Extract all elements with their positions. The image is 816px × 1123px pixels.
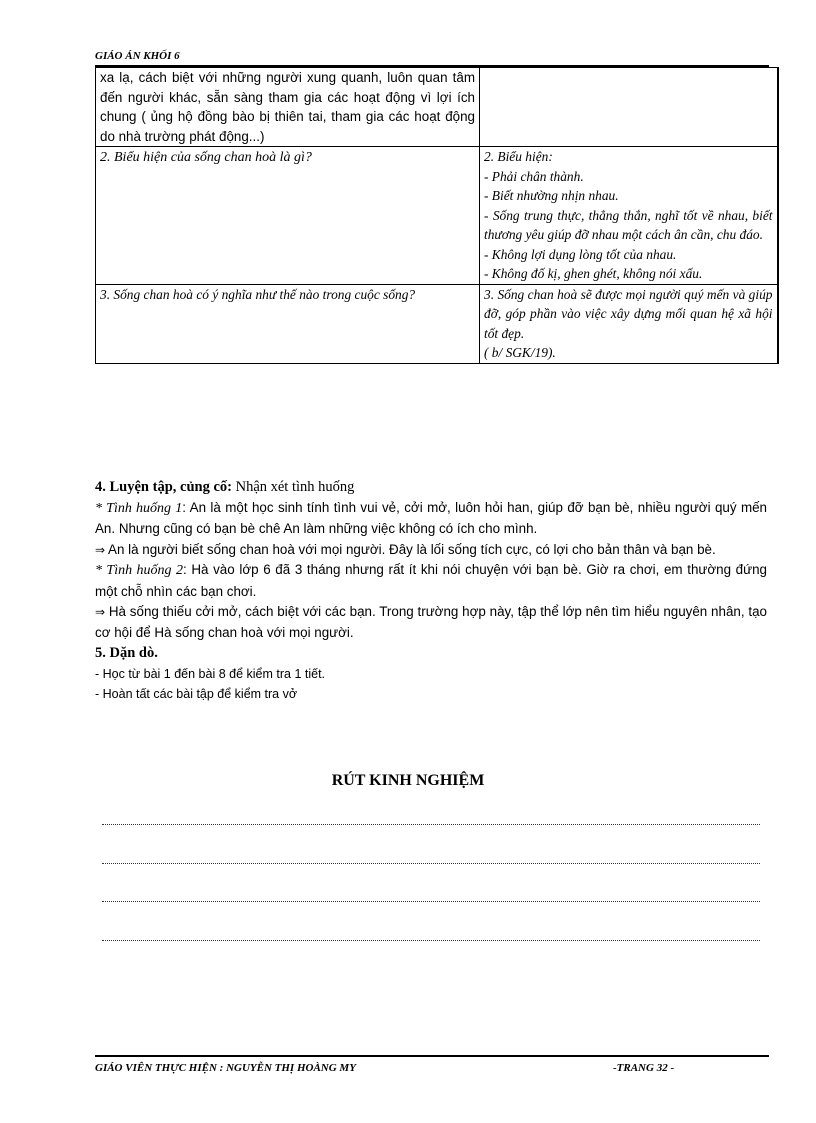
review-dotted-line bbox=[102, 824, 760, 825]
implies-arrow-icon: ⇒ bbox=[95, 605, 106, 619]
review-dotted-line bbox=[102, 863, 760, 864]
answer-2-item: - Phải chân thành. bbox=[484, 168, 584, 184]
case-1-text: : An là một học sinh tính tình vui vẻ, cởi mở, luôn hỏi han, giúp đỡ bạn bè, nhiều người quý mến An. Nhưng cũng có bạn bè chê An làm những việc không có ích cho mình. bbox=[95, 499, 767, 536]
homework-item: - Học từ bài 1 đến bài 8 để kiểm tra 1 tiết. bbox=[95, 666, 326, 681]
review-title: RÚT KINH NGHIỆM bbox=[331, 772, 485, 789]
answer-2-item: - Không đố kị, ghen ghét, không nói xấu. bbox=[484, 266, 703, 281]
answer-2-item: - Biết nhường nhịn nhau. bbox=[484, 188, 619, 203]
question-3: 3. Sống chan hoà có ý nghĩa như thế nào trong cuộc sống? bbox=[96, 284, 480, 363]
answer-2-item: - Không lợi dụng lòng tốt của nhau. bbox=[484, 246, 677, 262]
case-1-answer bbox=[95, 540, 767, 561]
case-2-answer-text: Hà sống thiếu cởi mở, cách biệt với các bạn. Trong trường hợp này, tập thể lớp nên tìm hiểu nguyên nhân, tạo cơ hội để Hà sống chan hoà với mọi người. bbox=[95, 604, 767, 640]
section-5-title: 5. Dặn dò. bbox=[95, 645, 158, 661]
implies-arrow-icon: ⇒ bbox=[95, 542, 106, 557]
case-1 bbox=[95, 498, 767, 540]
footer-page-number: -TRANG 32 - bbox=[613, 1062, 675, 1074]
row1-right-cell bbox=[480, 68, 778, 147]
answer-2-item: - Sống trung thực, thẳng thắn, nghĩ tốt về nhau, biết thương yêu giúp đỡ nhau một cách ân cần, chu đáo. bbox=[484, 207, 773, 242]
qa-table bbox=[95, 67, 779, 364]
table-row bbox=[96, 284, 778, 363]
section-4-title: 4. Luyện tập, củng cố: bbox=[95, 479, 232, 495]
section-4-subtitle: Nhận xét tình huống bbox=[231, 479, 355, 495]
case-2-answer bbox=[95, 602, 767, 643]
table-row bbox=[96, 147, 778, 285]
row1-left-cell: xa lạ, cách biệt với những người xung quanh, luôn quan tâm đến người khác, sẵn sàng tham gia các hoạt động vì lợi ích chung ( ủng hộ đồng bào bị thiên tai, tham gia các hoạt động do nhà trường phát động...) bbox=[96, 68, 480, 147]
case-2 bbox=[95, 560, 767, 602]
case-1-answer-text: An là người biết sống chan hoà với mọi người. Đây là lối sống tích cực, có lợi cho bản thân và bạn bè. bbox=[105, 541, 716, 557]
row3-right-cell bbox=[480, 284, 778, 363]
case-2-label: * Tình huống 2 bbox=[95, 563, 183, 578]
lesson-body bbox=[95, 477, 767, 705]
answer-3-reference: ( b/ SGK/19). bbox=[484, 345, 556, 360]
case-1-label: * Tình huống 1 bbox=[95, 500, 183, 516]
review-dotted-line bbox=[102, 940, 760, 941]
footer-rule bbox=[95, 1055, 769, 1057]
footer-teacher: GIÁO VIÊN THỰC HIỆN : NGUYỄN THỊ HOÀNG MY bbox=[95, 1062, 356, 1074]
answer-3: 3. Sống chan hoà sẽ được mọi người quý mến và giúp đỡ, góp phần vào việc xây dựng mối quan hệ xã hội tốt đẹp. bbox=[484, 286, 773, 341]
case-2-text: : Hà vào lớp 6 đã 3 tháng nhưng rất ít khi nói chuyện với bạn bè. Giờ ra chơi, em thường đứng một chỗ nhìn các bạn chơi. bbox=[95, 562, 767, 599]
answer-2-heading: 2. Biểu hiện: bbox=[484, 149, 553, 164]
row2-left-cell bbox=[96, 147, 480, 285]
homework-item: - Hoàn tất các bài tập để kiểm tra vở bbox=[95, 687, 298, 701]
review-dotted-line bbox=[102, 901, 760, 902]
row2-right-cell bbox=[480, 147, 778, 285]
table-row bbox=[96, 68, 778, 147]
page-header-title: GIÁO ÁN KHỐI 6 bbox=[95, 50, 180, 62]
question-2: 2. Biểu hiện của sống chan hoà là gì? bbox=[100, 150, 312, 165]
